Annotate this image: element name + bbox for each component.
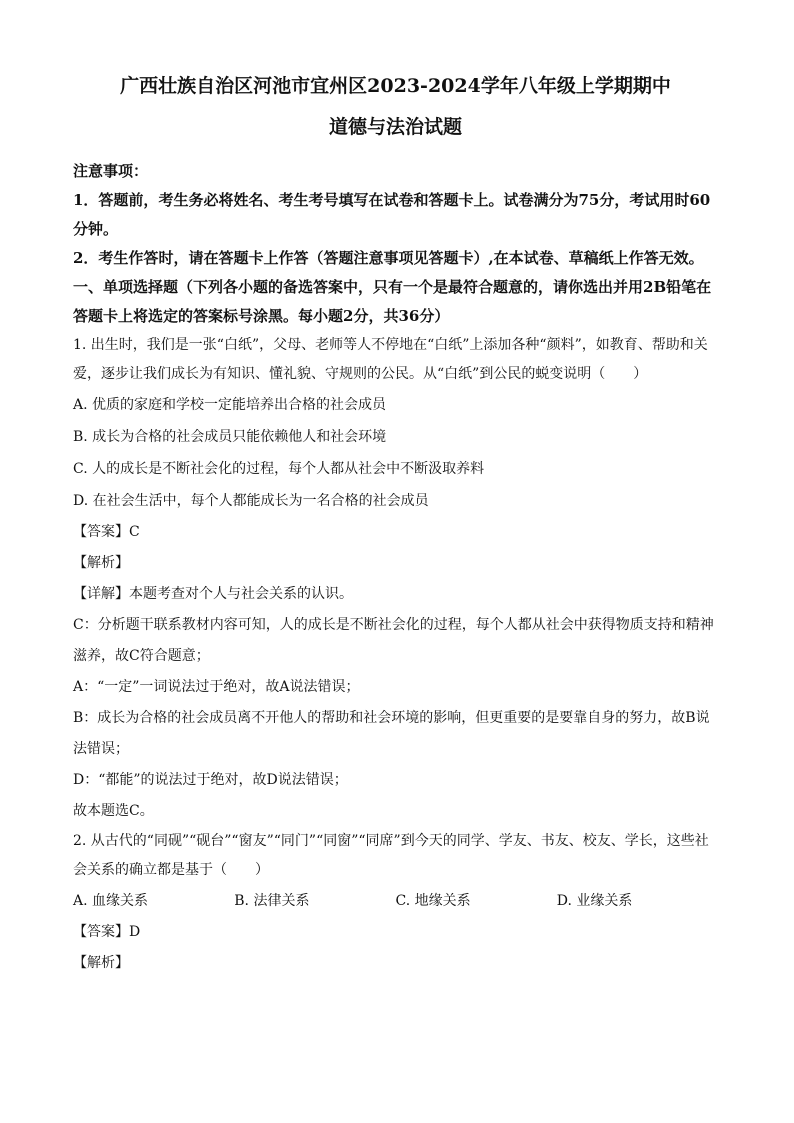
question-1-option-c: C. 人的成长是不断社会化的过程，每个人都从社会中不断汲取养料 <box>73 461 485 477</box>
question-1-stem: 1. 出生时，我们是一张“白纸”，父母、老师等人不停地在“白纸”上添加各种“颜料”，如教育、帮助和关爱，逐步让我们成长为有知识、懂礼貌、守规则的公民。从“白纸”到公民的蜕变说明（ ） <box>73 337 708 382</box>
question-2-option-d: D. 业缘关系 <box>556 893 633 909</box>
question-1-option-d: D. 在社会生活中，每个人都能成长为一名合格的社会成员 <box>73 493 429 509</box>
question-1-analysis-tag: 【解析】 <box>73 555 129 571</box>
question-2-answer: 【答案】D <box>73 924 141 940</box>
question-1-explanation-d: D：“都能”的说法过于绝对，故D说法错误； <box>73 772 348 788</box>
section-1-heading: 一、单项选择题（下列各小题的备选答案中，只有一个是最符合题意的，请你选出并用2B铅笔在答题卡上将选定的答案标号涂黑。每小题2分，共36分） <box>73 278 712 325</box>
notice-heading: 注意事项： <box>73 162 149 180</box>
question-1-explanation-b: B：成长为合格的社会成员离不开他人的帮助和社会环境的影响，但更重要的是要靠自身的努力，故B说法错误； <box>73 710 710 757</box>
question-2-options <box>73 885 718 917</box>
title-line-1: 广西壮族自治区河池市宜州区2023-2024学年八年级上学期期中 <box>120 75 671 97</box>
question-1-conclusion: 故本题选C。 <box>73 803 154 819</box>
question-2-option-b: B. 法律关系 <box>234 893 310 909</box>
question-1-explanation-c: C：分析题干联系教材内容可知，人的成长是不断社会化的过程，每个人都从社会中获得物质支持和精神滋养，故C符合题意； <box>73 617 714 664</box>
question-1-answer: 【答案】C <box>73 524 140 540</box>
question-1-option-b: B. 成长为合格的社会成员只能依赖他人和社会环境 <box>73 429 387 445</box>
notice-item-2: 2．考生作答时，请在答题卡上作答（答题注意事项见答题卡）,在本试卷、草稿纸上作答无效。 <box>73 249 704 267</box>
notice-item-1: 1．答题前，考生务必将姓名、考生考号填写在试卷和答题卡上。试卷满分为75分，考试用时60分钟。 <box>73 191 711 238</box>
question-1-option-a: A. 优质的家庭和学校一定能培养出合格的社会成员 <box>73 397 387 413</box>
question-2-option-a: A. 血缘关系 <box>73 893 149 909</box>
question-1-detail: 【详解】本题考查对个人与社会关系的认识。 <box>73 586 353 602</box>
title-line-2: 道德与法治试题 <box>328 116 462 138</box>
question-2-option-c: C. 地缘关系 <box>395 893 471 909</box>
question-2-analysis-tag: 【解析】 <box>73 955 129 971</box>
question-2-stem: 2. 从古代的“同砚”“砚台”“窗友”“同门”“同窗”“同席”到今天的同学、学友、书友、校友、学长，这些社会关系的确立都是基于（ ） <box>73 833 709 878</box>
question-1-explanation-a: A：“一定”一词说法过于绝对，故A说法错误； <box>73 679 360 695</box>
